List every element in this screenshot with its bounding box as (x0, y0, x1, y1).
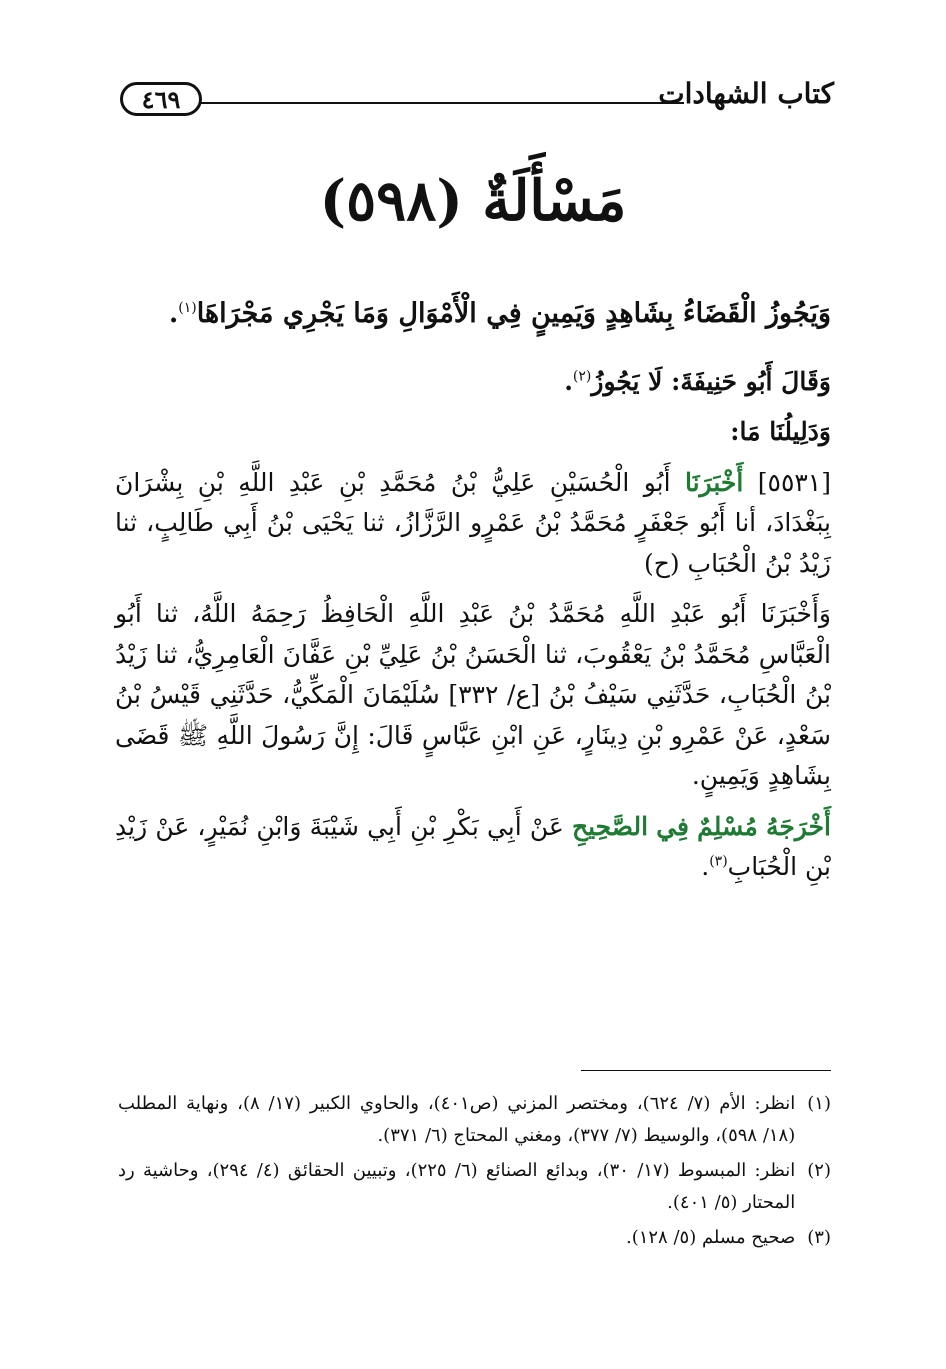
akhraja-text: أَخْرَجَهُ (765, 811, 832, 841)
muslim-text: مُسْلِمٌ (697, 811, 758, 841)
lead-text: وَيَجُوزُ الْقَضَاءُ بِشَاهِدٍ وَيَمِينٍ فِي الْأَمْوَالِ وَمَا يَجْرِي مَجْرَاهَا (196, 298, 831, 329)
isnad-text-1: أَبُو الْحُسَيْنِ عَلِيُّ بْنُ مُحَمَّدِ بْنِ عَبْدِ اللَّهِ بْنِ بِشْرَانَ بِبَغْدَادَ، أنا أَبُو جَعْفَرٍ مُحَمَّدُ بْنُ عَمْرٍو الرَّزَّازُ، ثنا يَحْيَى بْنُ أَبِي طَالِبٍ، ثنا زَيْدُ بْنُ الْحُبَابِ (ح) (115, 467, 831, 578)
footnote-item (118, 1222, 831, 1254)
takhrij-paragraph (115, 807, 831, 888)
footnote-number: (٣) (807, 1227, 831, 1248)
footnote-ref-1: (١) (178, 300, 197, 316)
footnote-text: انظر: الأم (٧/ ٦٢٤)، ومختصر المزني (ص٤٠١)، والحاوي الكبير (١٧/ ٨)، ونهاية المطلب (١٨/ ٥٩٨)، والوسيط (٧/ ٣٧٧)، ومغني المحتاج (٦/ ٣٧١). (118, 1093, 796, 1146)
footnote-number: (٢) (807, 1160, 831, 1181)
footnote-text: صحيح مسلم (٥/ ١٢٨). (625, 1227, 796, 1248)
lead-paragraph: وَيَجُوزُ الْقَضَاءُ بِشَاهِدٍ وَيَمِينٍ فِي الْأَمْوَالِ وَمَا يَجْرِي مَجْرَاهَا$^{(١)}$. (168, 298, 831, 329)
footnote-ref-3: (٣) (709, 853, 728, 870)
footnote-number: (١) (807, 1093, 831, 1114)
footnote-ref-2: (٢) (572, 368, 592, 385)
issue-title: مَسْأَلَةٌ (٥٩٨) (319, 168, 627, 234)
footnote-item (118, 1088, 831, 1151)
daleel-paragraph: وَدَلِيلُنَا مَا: (730, 417, 831, 447)
footnotes (118, 1088, 831, 1258)
hadith-paragraph-2: وَأَخْبَرَنَا أَبُو عَبْدِ اللَّهِ مُحَمَّدُ بْنُ عَبْدِ اللَّهِ الْحَافِظُ رَحِمَهُ اللَّهُ، ثنا أَبُو الْعَبَّاسِ مُحَمَّدُ بْنُ يَعْقُوبَ، ثنا الْحَسَنُ بْنُ عَلِيِّ بْنِ عَفَّانَ الْعَامِرِيُّ، ثنا زَيْدُ بْنُ الْحُبَابِ، حَدَّثَنِي سَيْفُ بْنُ [ع/ ٣٣٢] سُلَيْمَانَ الْمَكِّيُّ، حَدَّثَنِي قَيْسُ بْنُ سَعْدٍ، عَنْ عَمْرِو بْنِ دِينَارٍ، عَنِ ابْنِ عَبَّاسٍ قَالَ: إِنَّ رَسُولَ اللَّهِ ﷺ قَضَى بِشَاهِدٍ وَيَمِينٍ. (115, 599, 832, 791)
footnote-separator (581, 1070, 831, 1071)
sahih-text: الصَّحِيحِ (571, 811, 649, 841)
hadith-paragraph-1 (115, 463, 831, 585)
page-number: ٤٦٩ (141, 84, 181, 114)
main-text (115, 292, 831, 898)
footnote-item (118, 1155, 831, 1218)
akhbarana-text: أَخْبَرَنَا (684, 467, 744, 497)
footnote-text: انظر: المبسوط (١٧/ ٣٠)، وبدائع الصنائع (٦/ ٢٢٥)، وتبيين الحقائق (٤/ ٢٩٤)، وحاشية رد المحتار (٥/ ٤٠١). (118, 1160, 796, 1213)
hanifa-paragraph: وَقَالَ أَبُو حَنِيفَةَ: لَا يَجُوزُ$^{(٢)}$. (564, 366, 831, 396)
book-title: كتاب الشهادات (658, 77, 834, 110)
running-header (120, 72, 834, 132)
page-number-frame (120, 82, 202, 116)
hanifa-text: وَقَالَ أَبُو حَنِيفَةَ: لَا يَجُوزُ (591, 366, 831, 396)
fi-text: فِي (656, 811, 689, 841)
takhrij-end: . (701, 852, 710, 882)
takhrij-rest: عَنْ أَبِي بَكْرِ بْنِ أَبِي شَيْبَةَ وَابْنِ نُمَيْرٍ، عَنْ زَيْدِ بْنِ الْحُبَابِ (115, 811, 831, 882)
header-rule (200, 102, 684, 104)
hadith-number: [٥٥٣١] (757, 467, 831, 497)
